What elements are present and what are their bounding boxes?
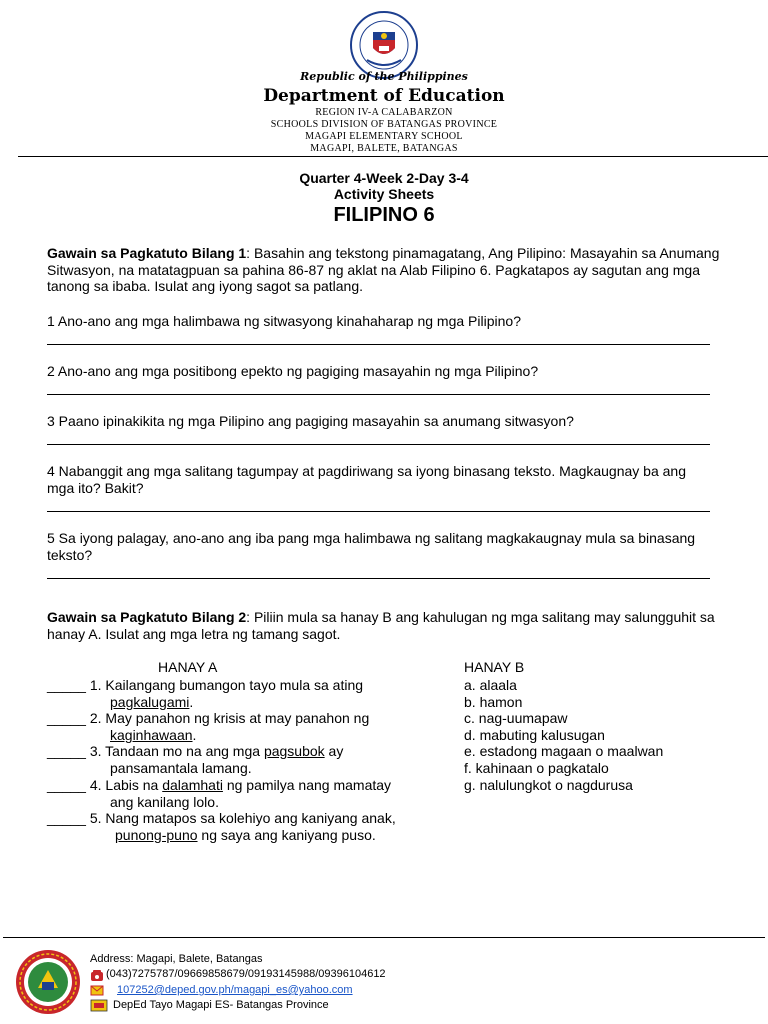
- underlined-word-4: dalamhati: [162, 777, 223, 793]
- hanay-a-item-3: _____ 3. Tandaan mo na ang mga pagsubok ay pansamantala lamang.: [47, 743, 344, 776]
- hanay-a-item-1: _____ 1. Kailangang bumangon tayo mula sa ating pagkalugami.: [47, 677, 364, 710]
- underlined-word-5: punong-puno: [115, 827, 198, 843]
- question-5: 5 Sa iyong palagay, ano-ano ang iba pang mga halimbawa ng salitang magkakaugnay mula sa binasang teksto?: [47, 530, 696, 563]
- hanay-b-item-b: b. hamon: [464, 694, 523, 710]
- hanay-b-item-c: c. nag-uumapaw: [464, 710, 568, 726]
- sheet-titles: [0, 170, 768, 228]
- activity2-label: Gawain sa Pagkatuto Bilang 2: [47, 609, 247, 625]
- answer-line-3[interactable]: [47, 444, 710, 445]
- republic-line: Republic of the Philippines: [300, 70, 468, 83]
- answer-blank-1[interactable]: _____: [47, 677, 86, 693]
- answer-blank-2[interactable]: _____: [47, 710, 86, 726]
- answer-blank-4[interactable]: _____: [47, 777, 86, 793]
- footer-divider: [3, 937, 765, 938]
- department-title: Department of Education: [263, 86, 505, 106]
- answer-blank-3[interactable]: _____: [47, 743, 86, 759]
- activity1-label: Gawain sa Pagkatuto Bilang 1: [47, 245, 247, 261]
- quarter-title: Quarter 4-Week 2-Day 3-4: [299, 170, 469, 186]
- hanay-b-item-f: f. kahinaan o pagkatalo: [464, 760, 609, 776]
- hanay-b-item-e: e. estadong magaan o maalwan: [464, 743, 664, 759]
- question-1: 1 Ano-ano ang mga halimbawa ng sitwasyong kinahaharap ng mga Pilipino?: [47, 313, 521, 329]
- activity1-text: : Basahin ang tekstong pinamagatang, Ang Pilipino: Masayahin sa Anumang Sitwasyon, na matatagpuan sa pahina 86-87 ng aklat na Alab Filipino 6. Pagkatapos ay sagutan ang mga tanong sa ibaba. Isulat ang iyong sagot sa patlang.: [47, 245, 720, 294]
- answer-blank-5[interactable]: _____: [47, 810, 86, 826]
- division-line: SCHOOLS DIVISION OF BATANGAS PROVINCE: [270, 119, 498, 130]
- underlined-word-2: kaginhawaan: [110, 727, 193, 743]
- hanay-a-item-5: _____ 5. Nang matapos sa kolehiyo ang kaniyang anak, punong-puno ng saya ang kaniyang puso.: [47, 810, 396, 843]
- header-divider: [18, 156, 768, 157]
- facebook-icon: [90, 999, 108, 1012]
- answer-line-4[interactable]: [47, 511, 710, 512]
- question-4: 4 Nabanggit ang mga salitang tagumpay at pagdiriwang sa iyong binasang teksto. Magkaugnay ba ang mga ito? Bakit?: [47, 463, 686, 496]
- hanay-a-item-4: _____ 4. Labis na dalamhati ng pamilya nang mamatay ang kanilang lolo.: [47, 777, 392, 810]
- phone-icon: [90, 969, 104, 982]
- question-3: 3 Paano ipinakikita ng mga Pilipino ang pagiging masayahin sa anumang sitwasyon?: [47, 413, 574, 429]
- footer-phones: (043)7275787/09669858679/09193145988/09396104612: [106, 968, 386, 980]
- hanay-b-item-d: d. mabuting kalusugan: [464, 727, 605, 743]
- underlined-word-3: pagsubok: [263, 743, 325, 759]
- activity2-instructions: [47, 609, 727, 642]
- question-2: 2 Ano-ano ang mga positibong epekto ng pagiging masayahin ng mga Pilipino?: [47, 363, 539, 379]
- subject-title: FILIPINO 6: [333, 204, 435, 226]
- hanay-b-title: HANAY B: [464, 659, 525, 675]
- email-icon: [90, 984, 104, 997]
- school-seal: [14, 948, 82, 1016]
- activity1-instructions: [47, 245, 727, 295]
- school-line: MAGAPI ELEMENTARY SCHOOL: [305, 131, 463, 142]
- answer-line-2[interactable]: [47, 394, 710, 395]
- footer-address: Address: Magapi, Balete, Batangas: [90, 953, 263, 965]
- footer-facebook: DepEd Tayo Magapi ES- Batangas Province: [113, 999, 329, 1011]
- answer-line-5[interactable]: [47, 578, 710, 579]
- answer-line-1[interactable]: [47, 344, 710, 345]
- activity2-text: : Piliin mula sa hanay B ang kahulugan ng mga salitang may salungguhit sa hanay A. Isulat ang mga letra ng tamang sagot.: [47, 609, 715, 642]
- activity-sheets-title: Activity Sheets: [333, 186, 435, 202]
- hanay-a-title: HANAY A: [158, 659, 218, 675]
- footer-email-link[interactable]: 107252@deped.gov.ph/magapi_es@yahoo.com: [117, 984, 353, 996]
- region-line: REGION IV-A CALABARZON: [315, 107, 453, 118]
- hanay-b-item-a: a. alaala: [464, 677, 517, 693]
- underlined-word-1: pagkalugami: [110, 694, 190, 710]
- hanay-a-item-2: _____ 2. May panahon ng krisis at may panahon ng kaginhawaan.: [47, 710, 370, 743]
- location-line: MAGAPI, BALETE, BATANGAS: [310, 143, 458, 154]
- hanay-b-item-g: g. nalulungkot o nagdurusa: [464, 777, 633, 793]
